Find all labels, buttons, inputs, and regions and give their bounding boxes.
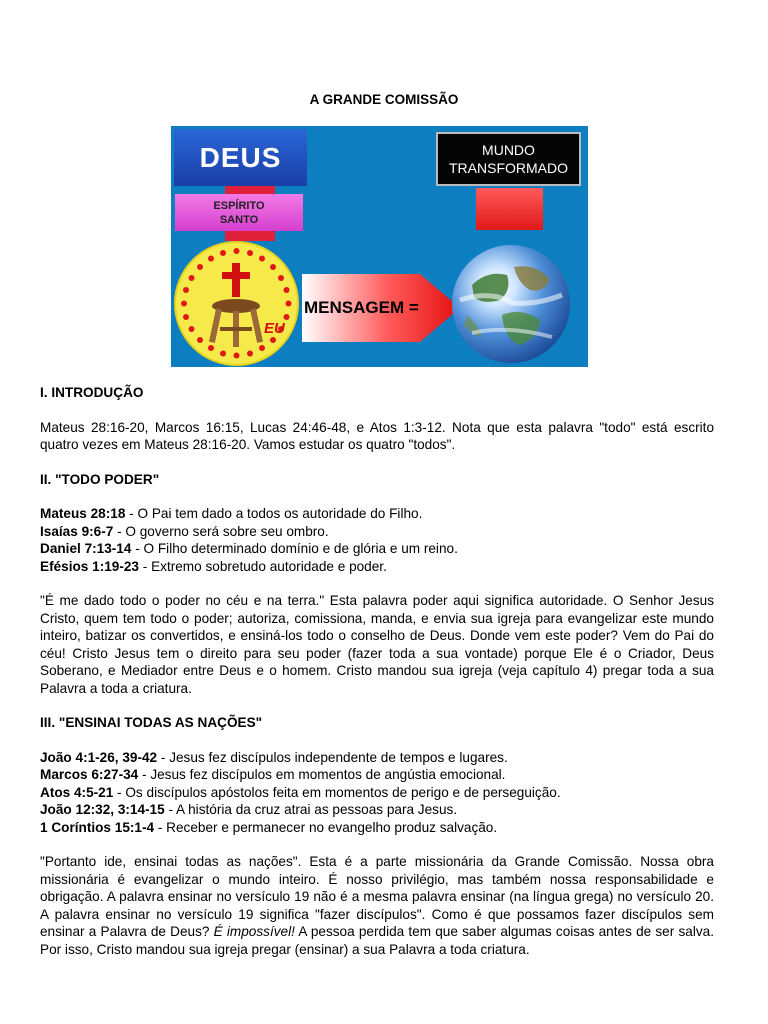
scripture-text: - O Filho determinado domínio e de glória e um reino. <box>131 541 458 556</box>
emphasis-text: É impossível! <box>213 924 295 939</box>
eu-label: EU <box>264 320 285 337</box>
document-title: A GRANDE COMISSÃO <box>309 92 459 107</box>
list-item <box>40 540 714 558</box>
great-commission-illustration <box>171 126 588 367</box>
santo-label: SANTO <box>219 213 259 226</box>
paragraph-text: A pessoa perdida tem que saber algumas coisas antes de ser salva. Por isso, Cristo mandou sua igreja pregar (ensinar) a sua Palavra a toda criatura. <box>40 924 714 957</box>
connector-bar <box>225 231 275 241</box>
church-emblem <box>174 241 299 366</box>
emblem-graphic <box>176 243 297 364</box>
scripture-text: - O Pai tem dado a todos os autoridade do Filho. <box>125 506 423 521</box>
scripture-list <box>40 505 714 575</box>
scripture-text: - Receber e permanecer no evangelho produz salvação. <box>154 819 498 835</box>
mundo-label: MUNDO <box>482 142 535 158</box>
scripture-text: - Extremo sobretudo autoridade e poder. <box>139 558 387 574</box>
espirito-santo-box <box>175 194 303 231</box>
section-heading: I. INTRODUÇÃO <box>40 385 144 400</box>
continents-icon <box>452 245 570 363</box>
cross-icon <box>222 263 250 297</box>
mundo-transformado-box <box>436 132 581 186</box>
list-item <box>40 801 714 819</box>
connector-box <box>476 188 543 230</box>
scripture-text: - O governo será sobre seu ombro. <box>113 523 329 539</box>
scripture-ref: Marcos 6:27-34 <box>40 767 139 782</box>
mensagem-label: MENSAGEM = <box>304 298 419 317</box>
espirito-label: ESPÍRITO <box>213 199 265 212</box>
list-item <box>40 749 714 767</box>
scripture-text: - Jesus fez discípulos em momentos de angústia emocional. <box>138 767 506 782</box>
paragraph: "É me dado todo o poder no céu e na terra." Esta palavra poder aqui significa autoridade. O Senhor Jesus Cristo, quem tem todo o poder; autoriza, comissiona, manda, e envia sua igreja para evangelizar este mundo inteiro, batizar os convertidos, e ensiná-los todo o conselho de Deus. Donde vem este poder? Vem do Pai do céu! Cristo Jesus tem o direito para seu poder (fazer toda a sua vontade) porque Ele é o Criador, Deus Soberano, e Mediador entre Deus e o homem. Cristo mandou sua igreja (veja capítulo 4) pregar toda a sua Palavra a toda a criatura. <box>40 593 714 696</box>
paragraph-text: "Portanto ide, ensinai todas as nações". Esta é a parte missionária da Grande Comissão. Nossa obra missionária é evangelizar o mundo inteiro. É nosso privilégio, mas também nossa responsabilidade e obrigação. A palavra ensinar no versículo 19 não é a mesma palavra ensinar (na língua grega) no versículo 20. A palavra ensinar no versículo 19 significa "fazer discípulos". Como é que possamos fazer discípulos sem ensinar a Palavra de Deus? <box>40 854 714 939</box>
scripture-text: - A história da cruz atrai as pessoas para Jesus. <box>164 802 458 817</box>
scripture-ref: 1 Coríntios 15:1-4 <box>40 819 155 835</box>
document-body <box>40 384 714 958</box>
scripture-text: - Os discípulos apóstolos feita em momentos de perigo e de perseguição. <box>113 784 561 800</box>
scripture-list <box>40 749 714 837</box>
scripture-ref: Efésios 1:19-23 <box>40 558 139 574</box>
scripture-ref: João 4:1-26, 39-42 <box>40 749 158 765</box>
list-item <box>40 784 714 802</box>
list-item <box>40 819 714 837</box>
transformado-label: TRANSFORMADO <box>449 160 568 176</box>
scripture-ref: Mateus 28:18 <box>40 506 126 521</box>
list-item <box>40 523 714 541</box>
section-heading: II. "TODO PODER" <box>40 471 160 487</box>
scripture-text: - Jesus fez discípulos independente de tempos e lugares. <box>157 749 508 765</box>
list-item <box>40 505 714 523</box>
paragraph: Mateus 28:16-20, Marcos 16:15, Lucas 24:46-48, e Atos 1:3-12. Nota que esta palavra "todo" está escrito quatro vezes em Mateus 28:16-20. Vamos estudar os quatro "todos". <box>40 419 714 452</box>
scripture-ref: João 12:32, 3:14-15 <box>40 802 165 817</box>
deus-box: DEUS <box>174 129 307 186</box>
list-item <box>40 558 714 576</box>
list-item <box>40 766 714 784</box>
section-heading: III. "ENSINAI TODAS AS NAÇÕES" <box>40 715 263 730</box>
paragraph <box>40 853 714 958</box>
scripture-ref: Isaías 9:6-7 <box>40 523 114 539</box>
connector-bar <box>225 186 275 194</box>
stool-icon <box>209 299 263 347</box>
scripture-ref: Daniel 7:13-14 <box>40 541 132 556</box>
globe-icon <box>452 245 570 363</box>
scripture-ref: Atos 4:5-21 <box>40 784 114 800</box>
